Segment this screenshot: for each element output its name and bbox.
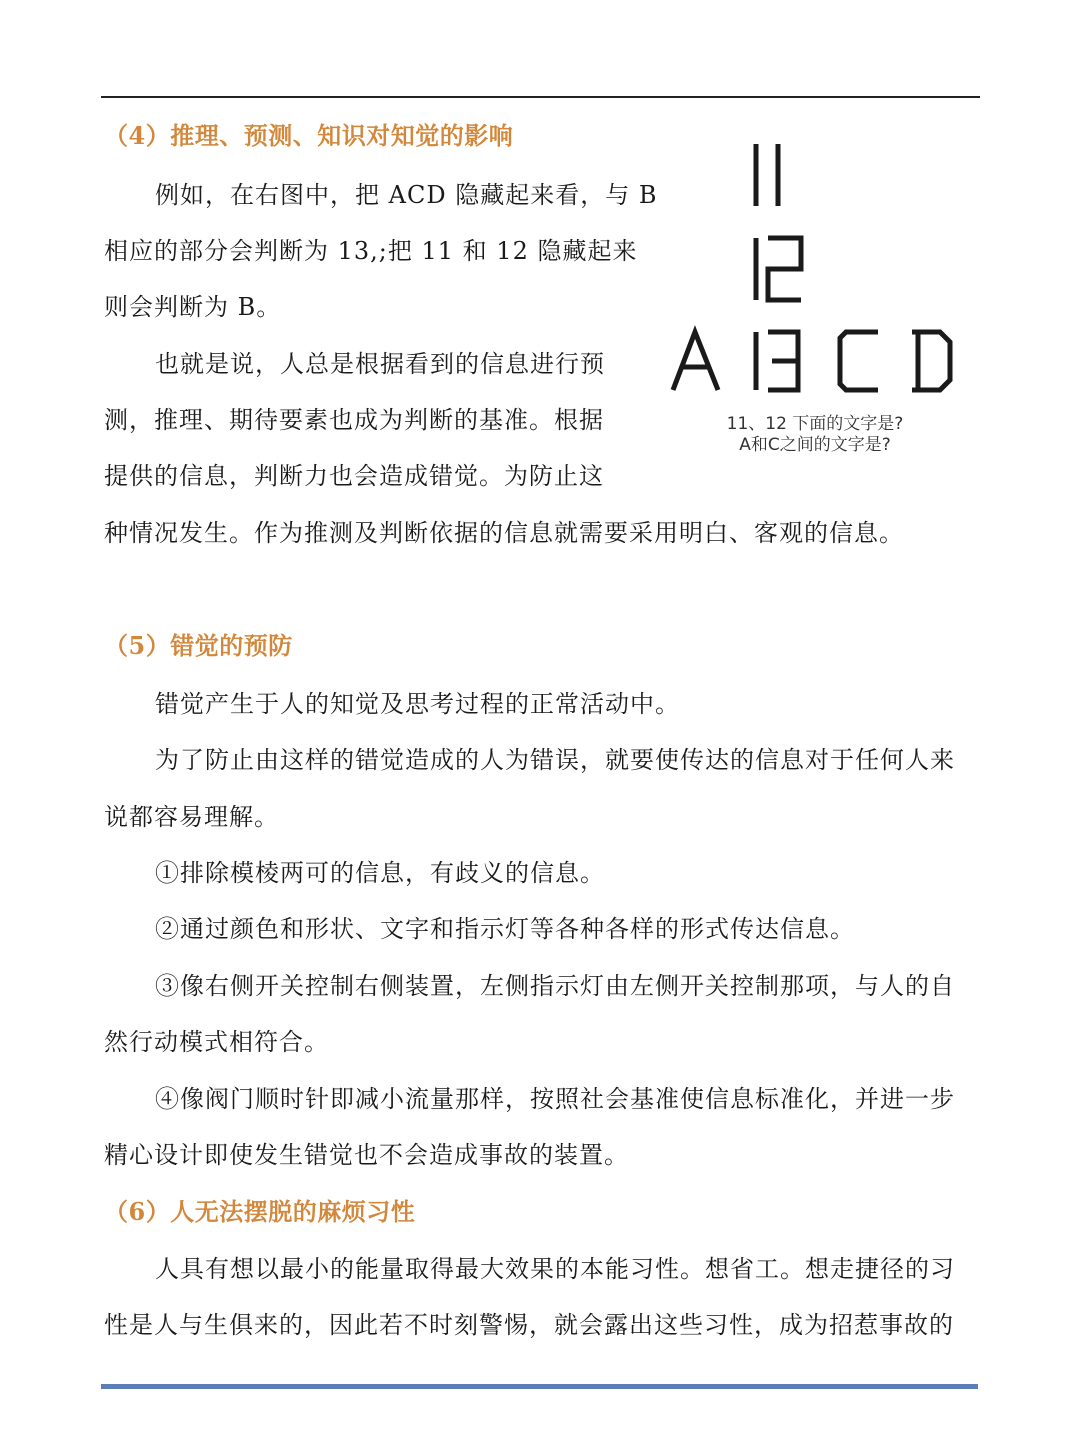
figure-digits-12 — [756, 238, 801, 300]
section4-p2-line4: 种情况发生。作为推测及判断依据的信息就需要采用明白、客观的信息。 — [104, 519, 904, 547]
section5-item1: ①排除模棱两可的信息，有歧义的信息。 — [155, 859, 605, 887]
section5-heading: （5）错觉的预防 — [104, 631, 293, 660]
figure-letter-d — [912, 332, 950, 390]
figure-letter-c — [840, 332, 878, 390]
bottom-rule — [101, 1384, 978, 1389]
section5-item4-line2: 精心设计即使发生错觉也不会造成事故的装置。 — [104, 1141, 629, 1169]
figure-digits-11 — [756, 144, 778, 206]
ambiguity-figure-graphic — [660, 130, 970, 410]
figure-caption — [700, 414, 930, 456]
section5-item4-line1: ④像阀门顺时针即减小流量那样，按照社会基准使信息标准化，并进一步 — [155, 1085, 955, 1113]
section5-item2: ②通过颜色和形状、文字和指示灯等各种各样的形式传达信息。 — [155, 915, 855, 943]
section4-p2-line1: 也就是说，人总是根据看到的信息进行预 — [155, 350, 605, 378]
top-rule — [101, 96, 980, 98]
section6-p1-line2: 性是人与生俱来的，因此若不时刻警惕，就会露出这些习性，成为招惹事故的 — [104, 1311, 954, 1339]
figure-letter-a — [673, 332, 718, 390]
section4-p1-line3: 则会判断为 B。 — [104, 293, 282, 321]
section4-heading: （4）推理、预测、知识对知觉的影响 — [104, 121, 514, 150]
section5-p2-line2: 说都容易理解。 — [104, 803, 279, 831]
figure-caption-line1: 11、12 下面的文字是? — [726, 414, 904, 434]
section5-item3-line1: ③像右侧开关控制右侧装置，左侧指示灯由左侧开关控制那项，与人的自 — [155, 972, 955, 1000]
section4-p2-line3: 提供的信息，判断力也会造成错觉。为防止这 — [104, 462, 604, 490]
figure-letter-b — [756, 332, 798, 390]
section4-p1-line2: 相应的部分会判断为 13,;把 11 和 12 隐藏起来 — [104, 237, 638, 265]
section6-p1-line1: 人具有想以最小的能量取得最大效果的本能习性。想省工。想走捷径的习 — [155, 1255, 955, 1283]
section5-item3-line2: 然行动模式相符合。 — [104, 1028, 329, 1056]
section6-heading: （6）人无法摆脱的麻烦习性 — [104, 1197, 416, 1226]
section5-p1: 错觉产生于人的知觉及思考过程的正常活动中。 — [155, 690, 680, 718]
section4-p2-line2: 测，推理、期待要素也成为判断的基准。根据 — [104, 406, 604, 434]
figure-caption-line2: A和C之间的文字是? — [739, 435, 891, 455]
section5-p2-line1: 为了防止由这样的错觉造成的人为错误，就要使传达的信息对于任何人来 — [155, 746, 955, 774]
section4-p1-line1: 例如，在右图中，把 ACD 隐藏起来看，与 B — [155, 181, 658, 209]
